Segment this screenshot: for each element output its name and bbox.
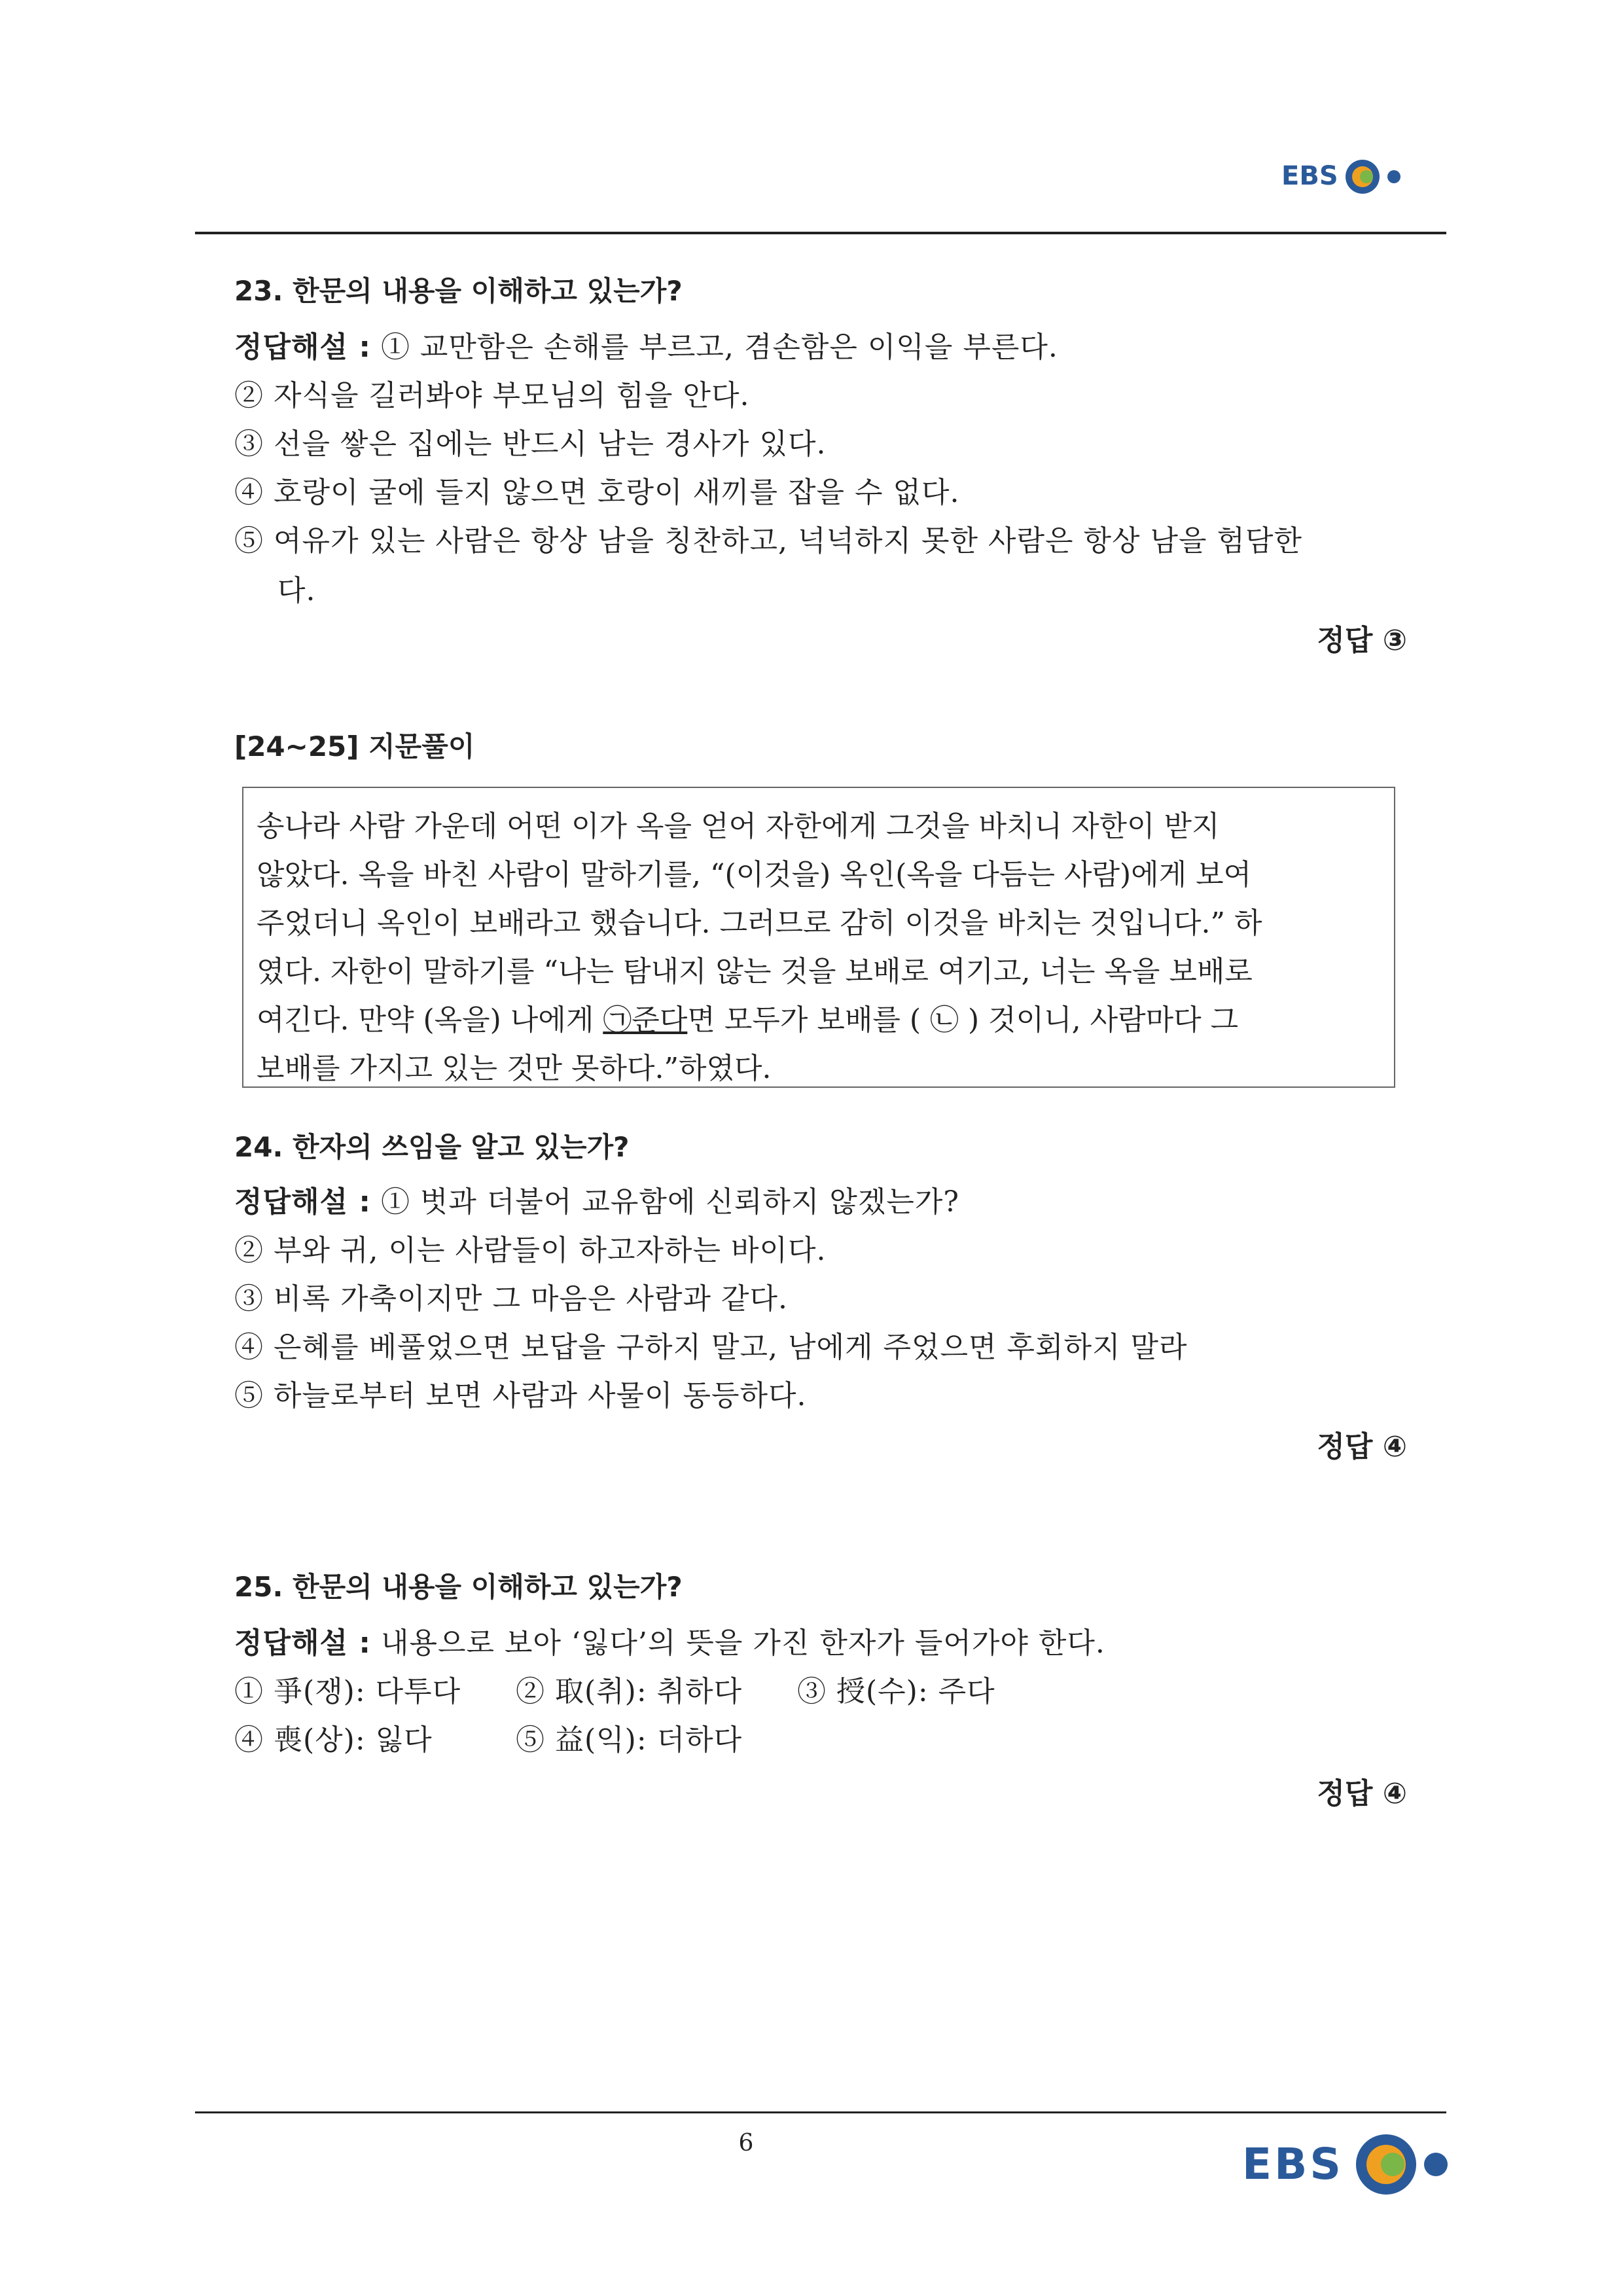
q25-options-row-1 xyxy=(234,1668,461,1710)
q24-line-1 xyxy=(234,1178,959,1220)
q23-option-5: ⑤ 여유가 있는 사람은 항상 남을 칭찬하고, 넉넉하지 못한 사람은 항상 남을 험담한 xyxy=(234,524,1302,558)
q23-answer: 정답 ③ xyxy=(1317,624,1407,657)
q25-title: 25. 한문의 내용을 이해하고 있는가? xyxy=(234,1571,683,1603)
header-rule xyxy=(195,232,1446,234)
header-logo-text: EBS xyxy=(1281,161,1338,191)
q23-option-5-cont: 다. xyxy=(277,574,316,607)
q23-label: 정답해설 : xyxy=(234,331,371,364)
q25-option-4: ④ 喪(상): 잃다 xyxy=(234,1723,433,1757)
q25-explanation: 내용으로 보아 ‘잃다’의 뜻을 가진 한자가 들어가야 한다. xyxy=(380,1626,1105,1660)
q25-option-2: ② 取(취): 취하다 xyxy=(516,1675,743,1708)
q23-line-1 xyxy=(234,323,1058,365)
q23-option-4: ④ 호랑이 굴에 들지 않으면 호랑이 새끼를 잡을 수 없다. xyxy=(234,476,960,509)
q24-title: 24. 한자의 쓰임을 알고 있는가? xyxy=(234,1131,630,1163)
passage-line-5-a: 여긴다. 만약 (옥을) 나에게 xyxy=(257,1003,603,1037)
passage-line-6: 보배를 가지고 있는 것만 못하다.”하였다. xyxy=(257,1052,772,1085)
footer-rule xyxy=(195,2111,1446,2113)
q24-answer: 정답 ④ xyxy=(1317,1430,1407,1463)
q24-option-3: ③ 비록 가축이지만 그 마음은 사람과 같다. xyxy=(234,1282,788,1316)
passage-line-4: 였다. 자한이 말하기를 “나는 탐내지 않는 것을 보배로 여기고, 너는 옥을 보배로 xyxy=(257,955,1253,988)
q25-option-5: ⑤ 益(익): 더하다 xyxy=(516,1723,743,1757)
ebs-circle-icon xyxy=(1344,157,1403,196)
q23-title: 23. 한문의 내용을 이해하고 있는가? xyxy=(234,275,683,307)
passage-underlined-word: ㉠준다 xyxy=(603,1003,688,1037)
q25-answer: 정답 ④ xyxy=(1317,1777,1407,1810)
q25-line-1 xyxy=(234,1619,1105,1661)
q24-option-4: ④ 은혜를 베풀었으면 보답을 구하지 말고, 남에게 주었으면 후회하지 말라 xyxy=(234,1331,1188,1364)
q25-option-1: ① 爭(쟁): 다투다 xyxy=(234,1675,461,1708)
q23-option-1: ① 교만함은 손해를 부르고, 겸손함은 이익을 부른다. xyxy=(380,331,1058,364)
footer-logo xyxy=(1242,2126,1452,2204)
passage-line-5-b: 면 모두가 보배를 ( ㉡ ) 것이니, 사람마다 그 xyxy=(687,1003,1239,1037)
passage-line-1: 송나라 사람 가운데 어떤 이가 옥을 얻어 자한에게 그것을 바치니 자한이 받지 xyxy=(257,810,1220,843)
q24-label: 정답해설 : xyxy=(234,1185,371,1219)
passage-heading: [24~25] 지문풀이 xyxy=(234,730,475,762)
passage-line-5 xyxy=(257,996,1238,1038)
page-number: 6 xyxy=(738,2130,754,2157)
q24-option-1: ① 벗과 더불어 교유함에 신뢰하지 않겠는가? xyxy=(380,1185,960,1219)
header-logo xyxy=(1281,154,1406,202)
q23-option-2: ② 자식을 길러봐야 부모님의 힘을 안다. xyxy=(234,379,750,412)
ebs-circle-icon xyxy=(1355,2128,1450,2200)
q25-label: 정답해설 : xyxy=(234,1626,371,1660)
passage-line-3: 주었더니 옥인이 보배라고 했습니다. 그러므로 감히 이것을 바치는 것입니다.” 하 xyxy=(257,906,1262,940)
footer-logo-text: EBS xyxy=(1242,2139,1344,2189)
q25-option-3: ③ 授(수): 주다 xyxy=(797,1675,995,1708)
q23-option-3: ③ 선을 쌓은 집에는 반드시 남는 경사가 있다. xyxy=(234,427,827,461)
q24-option-5: ⑤ 하늘로부터 보면 사람과 사물이 동등하다. xyxy=(234,1379,807,1412)
q24-option-2: ② 부와 귀, 이는 사람들이 하고자하는 바이다. xyxy=(234,1234,827,1267)
passage-line-2: 않았다. 옥을 바친 사람이 말하기를, “(이것을) 옥인(옥을 다듬는 사람)에게 보여 xyxy=(257,858,1252,891)
